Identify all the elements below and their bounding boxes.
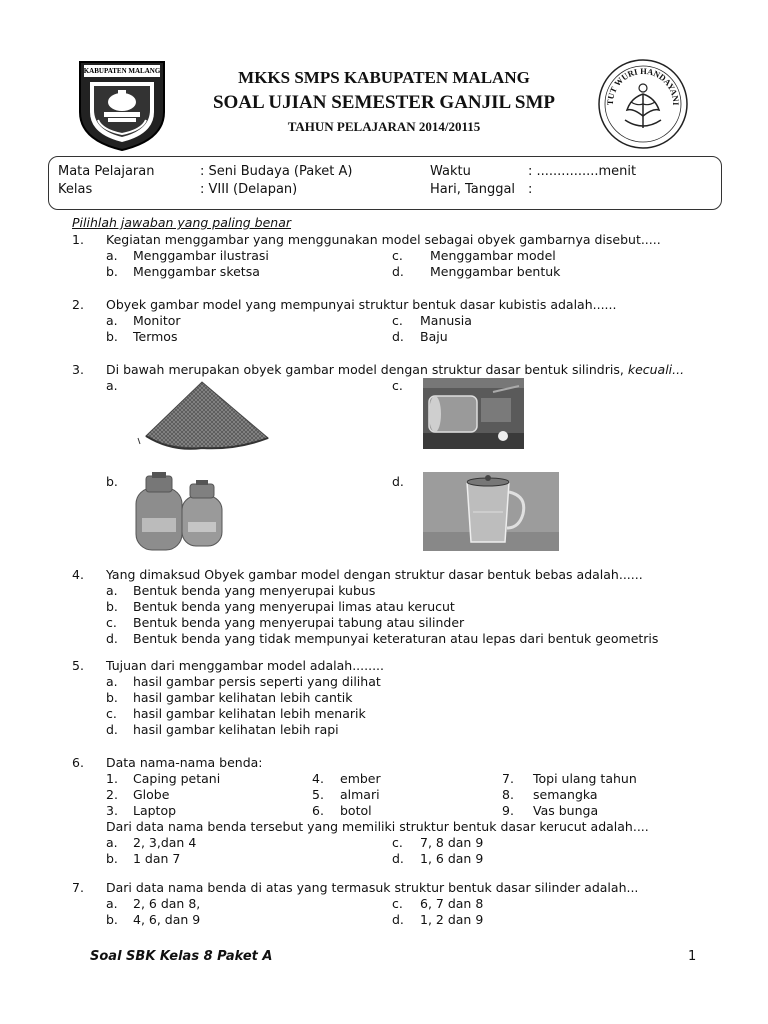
q5-option-b-letter: b. — [106, 690, 118, 705]
q5-option-a: hasil gambar persis seperti yang dilihat — [133, 674, 381, 689]
q6-item-num: 1. — [106, 771, 118, 786]
mapel-label: Mata Pelajaran — [58, 164, 155, 179]
q5-option-c-letter: c. — [106, 706, 117, 721]
q6-option-a-letter: a. — [106, 835, 118, 850]
page-number: 1 — [688, 949, 697, 964]
q2-number: 2. — [72, 297, 84, 312]
q1-option-a: Menggambar ilustrasi — [133, 248, 269, 263]
q5-number: 5. — [72, 658, 84, 673]
q4-option-c-letter: c. — [106, 615, 117, 630]
q2-option-b: Termos — [133, 329, 178, 344]
q1-option-c: Menggambar model — [430, 248, 556, 263]
q2-option-a: Monitor — [133, 313, 181, 328]
gas-cylinders-image — [132, 470, 228, 554]
mapel-value: : Seni Budaya (Paket A) — [200, 164, 353, 179]
q6-item-label: semangka — [533, 787, 598, 802]
q6-number: 6. — [72, 755, 84, 770]
q1-option-a-letter: a. — [106, 248, 118, 263]
q5-option-d-letter: d. — [106, 722, 118, 737]
q7-option-b: 4, 6, dan 9 — [133, 912, 201, 927]
kelas-label: Kelas — [58, 182, 93, 197]
q3-text-italic: kecuali... — [627, 362, 685, 377]
q2-text: Obyek gambar model yang mempunyai struktur bentuk dasar kubistis adalah...... — [106, 297, 617, 312]
waktu-label: Waktu — [430, 164, 471, 179]
caping-hat-image — [132, 378, 272, 454]
q2-option-d-letter: d. — [392, 329, 404, 344]
q1-text: Kegiatan menggambar yang menggunakan model sebagai obyek gambarnya disebut..... — [106, 232, 661, 247]
q6-item-label: Vas bunga — [533, 803, 599, 818]
q3-option-a-letter: a. — [106, 378, 118, 393]
q7-option-a: 2, 6 dan 8, — [133, 896, 201, 911]
q3-text-line — [106, 362, 684, 377]
q4-option-b: Bentuk benda yang menyerupai limas atau kerucut — [133, 599, 455, 614]
q6-item-num: 5. — [312, 787, 324, 802]
q3-text: Di bawah merupakan obyek gambar model dengan struktur dasar bentuk silindris, — [106, 362, 624, 377]
q1-option-d-letter: d. — [392, 264, 404, 279]
q6-item-label: almari — [340, 787, 380, 802]
q2-option-d: Baju — [420, 329, 448, 344]
q3-option-c-letter: c. — [392, 378, 403, 393]
q6-option-c: 7, 8 dan 9 — [420, 835, 484, 850]
q4-text: Yang dimaksud Obyek gambar model dengan struktur dasar bentuk bebas adalah...... — [106, 567, 643, 582]
q6-item-num: 6. — [312, 803, 324, 818]
q6-item-num: 9. — [502, 803, 514, 818]
q4-option-a-letter: a. — [106, 583, 118, 598]
q7-option-a-letter: a. — [106, 896, 118, 911]
q6-option-a: 2, 3,dan 4 — [133, 835, 197, 850]
logo-right-text: TUT WURI HANDAYANI — [604, 65, 682, 106]
q6-item-label: botol — [340, 803, 372, 818]
q6-question: Dari data nama benda tersebut yang memiliki struktur bentuk dasar kerucut adalah.... — [106, 819, 649, 834]
q6-item-label: ember — [340, 771, 381, 786]
q7-text: Dari data nama benda di atas yang termasuk struktur bentuk dasar silinder adalah... — [106, 880, 639, 895]
q6-item-label: Globe — [133, 787, 170, 802]
q6-option-b: 1 dan 7 — [133, 851, 181, 866]
q3-option-d-letter: d. — [392, 474, 404, 489]
q4-option-a: Bentuk benda yang menyerupai kubus — [133, 583, 376, 598]
q7-option-c: 6, 7 dan 8 — [420, 896, 484, 911]
q7-option-d-letter: d. — [392, 912, 404, 927]
q7-number: 7. — [72, 880, 84, 895]
hari-label: Hari, Tanggal — [430, 182, 516, 197]
q4-option-c: Bentuk benda yang menyerupai tabung atau silinder — [133, 615, 465, 630]
q1-option-d: Menggambar bentuk — [430, 264, 561, 279]
q4-number: 4. — [72, 567, 84, 582]
q6-item-label: Laptop — [133, 803, 177, 818]
header-line2: SOAL UJIAN SEMESTER GANJIL SMP — [212, 92, 556, 113]
q5-option-a-letter: a. — [106, 674, 118, 689]
q2-option-c-letter: c. — [392, 313, 403, 328]
glass-pitcher-image — [423, 472, 559, 551]
q4-option-b-letter: b. — [106, 599, 118, 614]
kelas-value: : VIII (Delapan) — [200, 182, 298, 197]
q2-option-b-letter: b. — [106, 329, 118, 344]
drum-image — [423, 378, 524, 449]
q6-item-num: 2. — [106, 787, 118, 802]
q6-item-num: 4. — [312, 771, 324, 786]
waktu-value: : ...............menit — [528, 164, 637, 179]
q3-option-b-letter: b. — [106, 474, 118, 489]
footer-title: Soal SBK Kelas 8 Paket A — [90, 949, 273, 964]
q2-option-c: Manusia — [420, 313, 472, 328]
header-line1: MKKS SMPS KABUPATEN MALANG — [238, 68, 530, 87]
q1-option-b-letter: b. — [106, 264, 118, 279]
q6-text: Data nama-nama benda: — [106, 755, 263, 770]
q6-option-d-letter: d. — [392, 851, 404, 866]
q3-number: 3. — [72, 362, 84, 377]
q6-item-num: 7. — [502, 771, 514, 786]
q6-option-d: 1, 6 dan 9 — [420, 851, 484, 866]
q6-item-num: 8. — [502, 787, 514, 802]
hari-value: : — [528, 182, 533, 197]
q6-item-label: Caping petani — [133, 771, 221, 786]
q6-option-c-letter: c. — [392, 835, 403, 850]
q1-number: 1. — [72, 232, 84, 247]
q5-text: Tujuan dari menggambar model adalah........ — [106, 658, 384, 673]
q6-item-label: Topi ulang tahun — [533, 771, 637, 786]
q1-option-c-letter: c. — [392, 248, 403, 263]
logo-left-text: KABUPATEN MALANG — [83, 67, 161, 75]
q1-option-b: Menggambar sketsa — [133, 264, 260, 279]
q4-option-d-letter: d. — [106, 631, 118, 646]
q2-option-a-letter: a. — [106, 313, 118, 328]
q6-item-num: 3. — [106, 803, 118, 818]
q5-option-b: hasil gambar kelihatan lebih cantik — [133, 690, 353, 705]
q5-option-d: hasil gambar kelihatan lebih rapi — [133, 722, 339, 737]
q5-option-c: hasil gambar kelihatan lebih menarik — [133, 706, 366, 721]
q7-option-c-letter: c. — [392, 896, 403, 911]
header-line3: TAHUN PELAJARAN 2014/20115 — [287, 119, 481, 134]
q6-option-b-letter: b. — [106, 851, 118, 866]
q7-option-b-letter: b. — [106, 912, 118, 927]
q7-option-d: 1, 2 dan 9 — [420, 912, 484, 927]
instruction: Pilihlah jawaban yang paling benar — [72, 215, 292, 230]
q4-option-d: Bentuk benda yang tidak mempunyai keteraturan atau lepas dari bentuk geometris — [133, 631, 659, 646]
